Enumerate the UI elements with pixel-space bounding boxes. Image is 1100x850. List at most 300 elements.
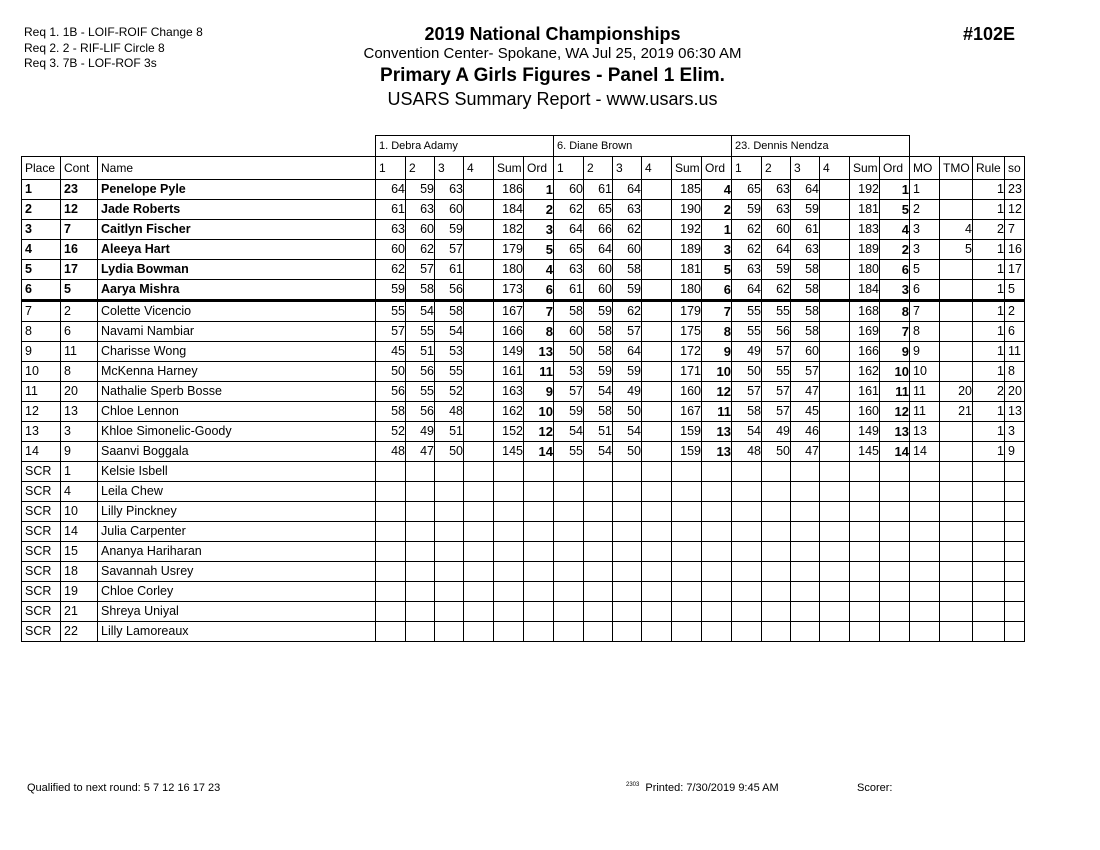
score-cell: 47: [406, 442, 435, 462]
score-cell: 53: [554, 362, 584, 382]
score-cell: [762, 562, 791, 582]
mo-cell: [910, 622, 940, 642]
ordinal-cell: 2: [524, 200, 554, 220]
so-header: so: [1005, 157, 1025, 180]
score-cell: 63: [791, 240, 820, 260]
sum-cell: 184: [494, 200, 524, 220]
score-cell: [820, 482, 850, 502]
cont-cell: 13: [61, 402, 98, 422]
ordinal-cell: 3: [880, 280, 910, 301]
score-cell: 59: [613, 362, 642, 382]
score-cell: 54: [732, 422, 762, 442]
mo-cell: 7: [910, 301, 940, 322]
judge-1-col-header: 4: [464, 157, 494, 180]
tmo-cell: [940, 260, 973, 280]
score-cell: 62: [732, 240, 762, 260]
score-cell: [406, 622, 435, 642]
table-row: [22, 342, 1025, 362]
skater-name: Chloe Corley: [98, 582, 376, 602]
score-cell: 50: [554, 342, 584, 362]
score-cell: 61: [435, 260, 464, 280]
header-spacer: [910, 136, 1025, 157]
score-cell: [376, 462, 406, 482]
table-row: [22, 200, 1025, 220]
score-cell: 60: [584, 260, 613, 280]
score-cell: [464, 342, 494, 362]
sum-cell: [494, 622, 524, 642]
judge-header-row: [22, 136, 1025, 157]
scorer-label: Scorer:: [857, 782, 893, 794]
score-cell: 55: [732, 301, 762, 322]
score-cell: 56: [762, 322, 791, 342]
score-cell: 56: [435, 280, 464, 301]
ordinal-cell: 11: [880, 382, 910, 402]
score-cell: 51: [406, 342, 435, 362]
sum-cell: 160: [850, 402, 880, 422]
skater-name: Khloe Simonelic-Goody: [98, 422, 376, 442]
score-cell: 49: [613, 382, 642, 402]
score-cell: [613, 542, 642, 562]
sum-cell: 180: [672, 280, 702, 301]
score-cell: [791, 582, 820, 602]
cont-cell: 5: [61, 280, 98, 301]
mo-cell: 9: [910, 342, 940, 362]
place-cell: 12: [22, 402, 61, 422]
judge-2-name: 6. Diane Brown: [554, 136, 732, 157]
score-cell: 61: [791, 220, 820, 240]
score-cell: [554, 562, 584, 582]
mo-cell: 10: [910, 362, 940, 382]
score-cell: [464, 382, 494, 402]
header-spacer: [22, 136, 376, 157]
score-cell: [820, 402, 850, 422]
place-cell: SCR: [22, 602, 61, 622]
cont-cell: 4: [61, 482, 98, 502]
ordinal-cell: [524, 462, 554, 482]
score-cell: [642, 522, 672, 542]
place-cell: 9: [22, 342, 61, 362]
sum-cell: [672, 462, 702, 482]
score-cell: 54: [584, 382, 613, 402]
score-cell: [762, 502, 791, 522]
tmo-cell: [940, 442, 973, 462]
score-cell: [613, 622, 642, 642]
ordinal-cell: 14: [524, 442, 554, 462]
score-cell: [791, 542, 820, 562]
score-cell: 49: [406, 422, 435, 442]
rule-cell: 1: [973, 200, 1005, 220]
rule-cell: 1: [973, 301, 1005, 322]
printed-timestamp: [626, 782, 779, 794]
score-cell: [820, 562, 850, 582]
so-cell: 3: [1005, 422, 1025, 442]
ordinal-cell: [702, 522, 732, 542]
place-cell: 7: [22, 301, 61, 322]
ordinal-cell: 7: [880, 322, 910, 342]
skater-name: Ananya Hariharan: [98, 542, 376, 562]
sum-cell: 192: [672, 220, 702, 240]
score-cell: [584, 462, 613, 482]
ordinal-cell: [702, 622, 732, 642]
score-cell: [732, 542, 762, 562]
score-cell: [464, 322, 494, 342]
mo-cell: 11: [910, 382, 940, 402]
table-row: [22, 482, 1025, 502]
score-cell: [642, 602, 672, 622]
sum-cell: [494, 462, 524, 482]
score-cell: [406, 602, 435, 622]
score-cell: 59: [554, 402, 584, 422]
score-cell: [642, 502, 672, 522]
event-title: Primary A Girls Figures - Panel 1 Elim.: [380, 65, 725, 86]
rule-cell: 1: [973, 402, 1005, 422]
score-cell: [791, 622, 820, 642]
score-cell: [464, 422, 494, 442]
mo-cell: 3: [910, 220, 940, 240]
mo-cell: [910, 502, 940, 522]
score-cell: 63: [613, 200, 642, 220]
score-cell: [406, 462, 435, 482]
so-cell: 6: [1005, 322, 1025, 342]
score-cell: 62: [762, 280, 791, 301]
score-cell: [820, 462, 850, 482]
sum-cell: [672, 542, 702, 562]
skater-name: Penelope Pyle: [98, 180, 376, 200]
ordinal-cell: [702, 462, 732, 482]
mo-cell: 8: [910, 322, 940, 342]
score-cell: [820, 382, 850, 402]
ordinal-cell: [880, 522, 910, 542]
score-cell: [642, 260, 672, 280]
score-cell: [613, 522, 642, 542]
score-cell: [406, 482, 435, 502]
score-cell: [584, 622, 613, 642]
score-cell: [642, 301, 672, 322]
sum-cell: 189: [850, 240, 880, 260]
ordinal-cell: 2: [702, 200, 732, 220]
cont-header: Cont: [61, 157, 98, 180]
mo-cell: [910, 582, 940, 602]
tmo-cell: 20: [940, 382, 973, 402]
score-cell: [435, 462, 464, 482]
ordinal-cell: 14: [880, 442, 910, 462]
table-row: [22, 402, 1025, 422]
score-cell: [464, 522, 494, 542]
rule-cell: [973, 582, 1005, 602]
score-cell: 54: [406, 301, 435, 322]
score-cell: 61: [554, 280, 584, 301]
so-cell: 11: [1005, 342, 1025, 362]
sum-cell: [494, 482, 524, 502]
score-cell: [762, 482, 791, 502]
place-header: Place: [22, 157, 61, 180]
score-cell: 55: [554, 442, 584, 462]
sum-cell: 189: [672, 240, 702, 260]
ordinal-cell: [524, 482, 554, 502]
rule-cell: 1: [973, 280, 1005, 301]
score-cell: [376, 562, 406, 582]
score-cell: 56: [406, 402, 435, 422]
score-cell: 55: [732, 322, 762, 342]
score-cell: [820, 582, 850, 602]
ordinal-cell: 12: [524, 422, 554, 442]
cont-cell: 23: [61, 180, 98, 200]
table-row: [22, 602, 1025, 622]
cont-cell: 14: [61, 522, 98, 542]
sum-cell: [672, 502, 702, 522]
sum-cell: 163: [494, 382, 524, 402]
score-cell: 64: [732, 280, 762, 301]
score-cell: [435, 482, 464, 502]
score-cell: [732, 562, 762, 582]
score-cell: 57: [791, 362, 820, 382]
score-cell: [613, 462, 642, 482]
skater-name: Aleeya Hart: [98, 240, 376, 260]
score-cell: 54: [435, 322, 464, 342]
score-cell: 58: [584, 402, 613, 422]
score-cell: [406, 502, 435, 522]
score-cell: 59: [584, 362, 613, 382]
mo-cell: 2: [910, 200, 940, 220]
score-cell: 61: [376, 200, 406, 220]
ordinal-cell: 7: [524, 301, 554, 322]
ordinal-cell: [702, 562, 732, 582]
ordinal-cell: 9: [880, 342, 910, 362]
score-cell: [554, 542, 584, 562]
sum-cell: 167: [494, 301, 524, 322]
score-cell: [820, 180, 850, 200]
score-cell: 57: [376, 322, 406, 342]
score-cell: 59: [762, 260, 791, 280]
score-cell: 63: [732, 260, 762, 280]
so-cell: 17: [1005, 260, 1025, 280]
score-cell: [642, 422, 672, 442]
score-cell: [406, 562, 435, 582]
column-header-row: [22, 157, 1025, 180]
cont-cell: 9: [61, 442, 98, 462]
score-cell: [584, 482, 613, 502]
ordinal-cell: [702, 582, 732, 602]
ordinal-cell: [880, 602, 910, 622]
score-cell: 58: [584, 342, 613, 362]
sum-cell: 162: [494, 402, 524, 422]
score-cell: [584, 502, 613, 522]
skater-name: Nathalie Sperb Bosse: [98, 382, 376, 402]
sum-cell: [850, 482, 880, 502]
sum-cell: 149: [494, 342, 524, 362]
judge-1-col-header: Sum: [494, 157, 524, 180]
cont-cell: 19: [61, 582, 98, 602]
mo-cell: 3: [910, 240, 940, 260]
place-cell: SCR: [22, 622, 61, 642]
sum-cell: 175: [672, 322, 702, 342]
sum-cell: 159: [672, 442, 702, 462]
table-row: [22, 522, 1025, 542]
skater-name: Aarya Mishra: [98, 280, 376, 301]
ordinal-cell: 2: [880, 240, 910, 260]
score-cell: 62: [613, 301, 642, 322]
table-row: [22, 322, 1025, 342]
so-cell: [1005, 542, 1025, 562]
score-cell: [376, 522, 406, 542]
score-cell: 64: [762, 240, 791, 260]
place-cell: SCR: [22, 482, 61, 502]
score-cell: 60: [762, 220, 791, 240]
so-cell: [1005, 522, 1025, 542]
score-cell: [642, 622, 672, 642]
score-cell: [464, 200, 494, 220]
score-cell: [642, 342, 672, 362]
sum-cell: [494, 602, 524, 622]
score-cell: [820, 602, 850, 622]
judge-1-col-header: 1: [376, 157, 406, 180]
score-cell: [820, 322, 850, 342]
sum-cell: [494, 542, 524, 562]
ordinal-cell: 6: [524, 280, 554, 301]
score-cell: [791, 462, 820, 482]
ordinal-cell: [702, 482, 732, 502]
sum-cell: 182: [494, 220, 524, 240]
score-cell: 65: [732, 180, 762, 200]
score-cell: [554, 622, 584, 642]
sum-cell: [850, 542, 880, 562]
score-cell: 58: [791, 322, 820, 342]
ordinal-cell: 13: [880, 422, 910, 442]
ordinal-cell: [524, 602, 554, 622]
judge-2-col-header: 2: [584, 157, 613, 180]
ordinal-cell: [524, 542, 554, 562]
score-cell: 58: [791, 301, 820, 322]
score-cell: 48: [376, 442, 406, 462]
score-cell: [820, 200, 850, 220]
skater-name: Julia Carpenter: [98, 522, 376, 542]
score-cell: 53: [435, 342, 464, 362]
skater-name: Lilly Pinckney: [98, 502, 376, 522]
skater-name: Kelsie Isbell: [98, 462, 376, 482]
score-cell: [554, 462, 584, 482]
score-cell: 62: [376, 260, 406, 280]
ordinal-cell: [524, 622, 554, 642]
sum-cell: [850, 622, 880, 642]
judge-3-col-header: Ord: [880, 157, 910, 180]
sum-cell: [850, 602, 880, 622]
score-cell: [435, 502, 464, 522]
tmo-cell: [940, 301, 973, 322]
score-cell: [820, 542, 850, 562]
sum-cell: [672, 622, 702, 642]
score-cell: [613, 482, 642, 502]
score-cell: [406, 582, 435, 602]
sum-cell: [850, 522, 880, 542]
report-subtitle: USARS Summary Report - www.usars.us: [387, 89, 718, 109]
tmo-cell: [940, 322, 973, 342]
sum-cell: 180: [850, 260, 880, 280]
sum-cell: 179: [672, 301, 702, 322]
place-cell: SCR: [22, 462, 61, 482]
score-cell: 63: [376, 220, 406, 240]
score-cell: 51: [435, 422, 464, 442]
ordinal-cell: 8: [524, 322, 554, 342]
score-cell: [820, 522, 850, 542]
score-cell: 60: [406, 220, 435, 240]
judge-3-col-header: Sum: [850, 157, 880, 180]
score-cell: 64: [376, 180, 406, 200]
mo-cell: [910, 522, 940, 542]
score-cell: [464, 362, 494, 382]
score-cell: 61: [584, 180, 613, 200]
ordinal-cell: 10: [524, 402, 554, 422]
so-cell: [1005, 502, 1025, 522]
ordinal-cell: 12: [702, 382, 732, 402]
sum-cell: 179: [494, 240, 524, 260]
score-cell: 59: [584, 301, 613, 322]
score-cell: [642, 582, 672, 602]
score-cell: 64: [584, 240, 613, 260]
sum-cell: [850, 562, 880, 582]
score-cell: 65: [584, 200, 613, 220]
score-cell: 63: [762, 180, 791, 200]
table-row: [22, 180, 1025, 200]
tmo-cell: 21: [940, 402, 973, 422]
score-cell: [464, 562, 494, 582]
score-cell: [464, 301, 494, 322]
ordinal-cell: [702, 542, 732, 562]
score-cell: [642, 442, 672, 462]
place-cell: 6: [22, 280, 61, 301]
tmo-cell: [940, 582, 973, 602]
mo-cell: [910, 562, 940, 582]
so-cell: 13: [1005, 402, 1025, 422]
score-cell: [732, 522, 762, 542]
tmo-cell: [940, 522, 973, 542]
cont-cell: 20: [61, 382, 98, 402]
sum-cell: 145: [494, 442, 524, 462]
score-cell: [435, 582, 464, 602]
so-cell: [1005, 482, 1025, 502]
sum-cell: 181: [672, 260, 702, 280]
rule-cell: [973, 502, 1005, 522]
score-cell: 57: [762, 382, 791, 402]
place-cell: SCR: [22, 502, 61, 522]
score-cell: 63: [406, 200, 435, 220]
score-cell: 62: [554, 200, 584, 220]
place-cell: 13: [22, 422, 61, 442]
score-cell: 60: [613, 240, 642, 260]
score-cell: [464, 542, 494, 562]
sum-cell: 183: [850, 220, 880, 240]
score-cell: [642, 382, 672, 402]
score-cell: 64: [613, 180, 642, 200]
score-cell: 60: [435, 200, 464, 220]
sum-cell: 167: [672, 402, 702, 422]
score-cell: [584, 562, 613, 582]
cont-cell: 6: [61, 322, 98, 342]
score-cell: [642, 280, 672, 301]
rule-cell: 1: [973, 322, 1005, 342]
ordinal-cell: 4: [702, 180, 732, 200]
so-cell: 7: [1005, 220, 1025, 240]
requirement-3: Req 3. 7B - LOF-ROF 3s: [24, 56, 157, 70]
score-cell: [732, 482, 762, 502]
score-cell: [642, 402, 672, 422]
score-cell: [584, 522, 613, 542]
event-number: #102E: [963, 24, 1016, 44]
score-cell: [464, 180, 494, 200]
ordinal-cell: 3: [524, 220, 554, 240]
score-cell: 57: [762, 342, 791, 362]
results-table: [21, 135, 1025, 642]
score-cell: [642, 542, 672, 562]
